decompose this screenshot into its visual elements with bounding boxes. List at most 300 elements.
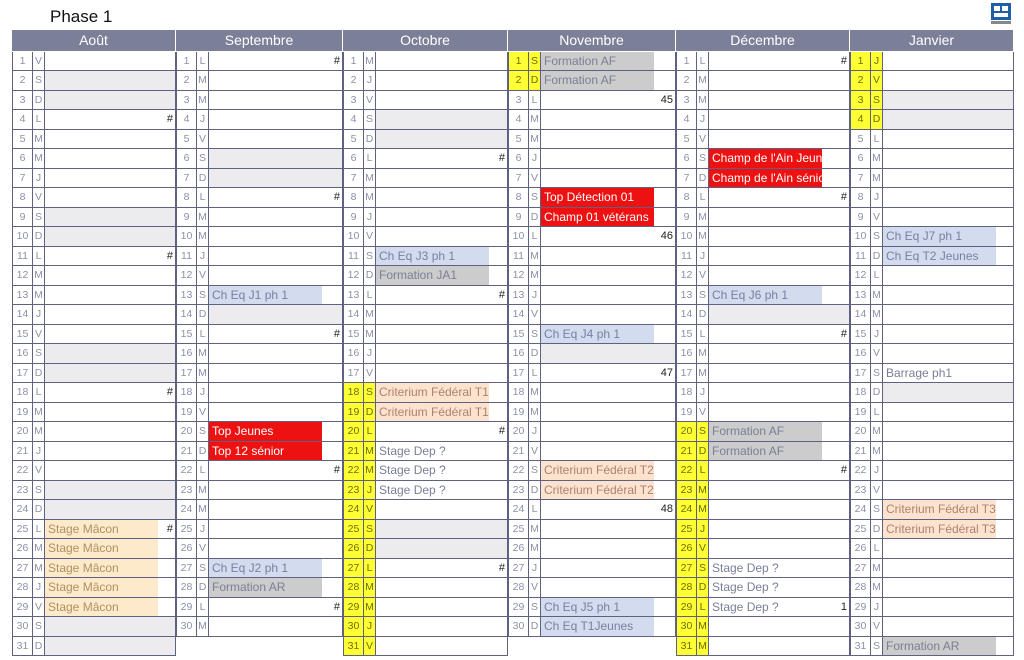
day-row[interactable] <box>508 169 676 189</box>
day-row[interactable] <box>850 188 1014 208</box>
day-row[interactable] <box>676 91 850 111</box>
day-row[interactable] <box>12 461 176 481</box>
day-number: 16 <box>850 344 871 363</box>
day-row[interactable] <box>176 500 343 520</box>
day-row[interactable] <box>176 422 343 442</box>
day-row[interactable] <box>176 188 343 208</box>
day-row[interactable] <box>850 130 1014 150</box>
day-number: 9 <box>12 208 33 227</box>
day-row[interactable] <box>676 227 850 247</box>
day-row[interactable] <box>850 364 1014 384</box>
day-row[interactable] <box>343 422 508 442</box>
day-cell <box>541 91 675 110</box>
day-row[interactable] <box>676 481 850 501</box>
day-row[interactable] <box>676 169 850 189</box>
day-cell <box>709 266 849 285</box>
day-row[interactable] <box>508 578 676 598</box>
day-row[interactable] <box>676 500 850 520</box>
day-letter: V <box>33 325 45 344</box>
day-row[interactable] <box>343 188 508 208</box>
day-row[interactable] <box>508 208 676 228</box>
day-row[interactable] <box>508 344 676 364</box>
day-row[interactable] <box>508 500 676 520</box>
day-row[interactable] <box>508 305 676 325</box>
day-number: 11 <box>850 247 871 266</box>
day-row[interactable] <box>508 364 676 384</box>
day-row[interactable] <box>508 227 676 247</box>
day-row[interactable] <box>850 559 1014 579</box>
day-letter: L <box>697 188 709 207</box>
month-header: Octobre <box>343 30 508 51</box>
day-cell <box>209 383 342 402</box>
day-row[interactable] <box>176 247 343 267</box>
day-letter: S <box>33 617 45 636</box>
day-row[interactable] <box>676 286 850 306</box>
day-row[interactable] <box>850 247 1014 267</box>
day-letter: S <box>33 208 45 227</box>
day-letter: M <box>33 130 45 149</box>
day-row[interactable] <box>850 149 1014 169</box>
day-row[interactable] <box>508 422 676 442</box>
day-row[interactable] <box>343 286 508 306</box>
day-row[interactable] <box>508 481 676 501</box>
day-letter: V <box>197 266 209 285</box>
day-row[interactable] <box>343 208 508 228</box>
day-row[interactable] <box>176 364 343 384</box>
day-row[interactable] <box>676 559 850 579</box>
day-number: 17 <box>676 364 697 383</box>
day-row[interactable] <box>12 110 176 130</box>
day-cell <box>209 130 342 149</box>
day-row[interactable] <box>12 578 176 598</box>
day-letter: J <box>197 110 209 129</box>
day-row[interactable] <box>176 169 343 189</box>
day-row[interactable] <box>343 149 508 169</box>
day-letter: S <box>33 344 45 363</box>
day-row[interactable] <box>12 617 176 637</box>
day-row[interactable] <box>176 559 343 579</box>
day-row[interactable] <box>676 208 850 228</box>
day-row[interactable] <box>176 481 343 501</box>
federation-logo-icon <box>990 2 1012 26</box>
day-letter: L <box>33 520 45 539</box>
day-row[interactable] <box>676 403 850 423</box>
day-row[interactable] <box>508 442 676 462</box>
day-cell <box>209 305 342 324</box>
day-cell <box>541 110 675 129</box>
day-letter: M <box>364 188 376 207</box>
day-row[interactable] <box>508 598 676 618</box>
day-row[interactable] <box>176 461 343 481</box>
day-row[interactable] <box>676 52 850 72</box>
day-row[interactable] <box>676 305 850 325</box>
day-row[interactable] <box>850 539 1014 559</box>
day-row[interactable] <box>676 578 850 598</box>
day-cell <box>883 208 1013 227</box>
day-number: 25 <box>176 520 197 539</box>
day-number: 30 <box>12 617 33 636</box>
day-row[interactable] <box>343 305 508 325</box>
day-row[interactable] <box>343 266 508 286</box>
week-marker: # <box>840 464 847 476</box>
day-row[interactable] <box>343 169 508 189</box>
day-cell <box>376 637 507 656</box>
day-row[interactable] <box>343 110 508 130</box>
day-row[interactable] <box>12 520 176 540</box>
day-row[interactable] <box>343 91 508 111</box>
day-row[interactable] <box>12 403 176 423</box>
event-label: Formation AF <box>541 71 654 90</box>
day-row[interactable] <box>850 617 1014 637</box>
day-row[interactable] <box>850 442 1014 462</box>
month-header: Septembre <box>176 30 343 51</box>
day-row[interactable] <box>343 247 508 267</box>
day-row[interactable] <box>508 149 676 169</box>
day-number: 8 <box>343 188 364 207</box>
day-row[interactable] <box>508 286 676 306</box>
day-row[interactable] <box>508 52 676 72</box>
day-row[interactable] <box>343 481 508 501</box>
day-row[interactable] <box>343 617 508 637</box>
day-row[interactable] <box>176 539 343 559</box>
day-row[interactable] <box>676 325 850 345</box>
day-letter: S <box>197 559 209 578</box>
day-number: 30 <box>676 617 697 636</box>
day-number: 24 <box>343 500 364 519</box>
day-cell <box>541 169 675 188</box>
day-row[interactable] <box>850 266 1014 286</box>
day-row[interactable] <box>176 520 343 540</box>
event-label: Ch Eq J5 ph 1 <box>541 598 654 617</box>
day-row[interactable] <box>12 442 176 462</box>
day-letter: J <box>529 149 541 168</box>
day-number: 11 <box>508 247 529 266</box>
day-row[interactable] <box>850 422 1014 442</box>
day-row[interactable] <box>176 286 343 306</box>
day-number: 14 <box>343 305 364 324</box>
day-row[interactable] <box>850 481 1014 501</box>
day-letter: M <box>197 481 209 500</box>
day-cell <box>541 442 675 461</box>
day-row[interactable] <box>676 149 850 169</box>
day-letter: J <box>33 442 45 461</box>
day-number: 27 <box>676 559 697 578</box>
day-row[interactable] <box>176 598 343 618</box>
day-row[interactable] <box>12 188 176 208</box>
day-row[interactable] <box>343 461 508 481</box>
day-row[interactable] <box>850 91 1014 111</box>
day-row[interactable] <box>12 539 176 559</box>
day-number: 30 <box>508 617 529 636</box>
day-row[interactable] <box>176 149 343 169</box>
day-row[interactable] <box>676 383 850 403</box>
day-cell <box>45 461 175 480</box>
day-letter: L <box>697 461 709 480</box>
day-cell <box>45 500 175 519</box>
day-row[interactable] <box>12 91 176 111</box>
day-number: 22 <box>676 461 697 480</box>
day-row[interactable] <box>12 227 176 247</box>
day-letter: M <box>871 149 883 168</box>
day-letter: J <box>364 344 376 363</box>
day-row[interactable] <box>508 91 676 111</box>
day-row[interactable] <box>343 52 508 72</box>
day-letter: L <box>529 227 541 246</box>
day-cell <box>709 500 849 519</box>
day-row[interactable] <box>12 598 176 618</box>
day-letter: L <box>529 500 541 519</box>
day-row[interactable] <box>343 383 508 403</box>
day-row[interactable] <box>676 364 850 384</box>
day-row[interactable] <box>176 208 343 228</box>
day-number: 31 <box>850 637 871 656</box>
day-letter: V <box>33 52 45 71</box>
day-number: 23 <box>176 481 197 500</box>
day-row[interactable] <box>12 383 176 403</box>
day-letter: S <box>871 227 883 246</box>
day-cell <box>883 110 1013 129</box>
day-row[interactable] <box>176 52 343 72</box>
day-row[interactable] <box>676 188 850 208</box>
day-row[interactable] <box>676 266 850 286</box>
day-row[interactable] <box>12 500 176 520</box>
week-marker: 47 <box>660 366 673 379</box>
event-label: Ch Eq J1 ph 1 <box>209 286 322 305</box>
day-row[interactable] <box>508 617 676 637</box>
day-number: 2 <box>12 71 33 90</box>
day-row[interactable] <box>12 169 176 189</box>
day-row[interactable] <box>12 364 176 384</box>
day-row[interactable] <box>176 617 343 637</box>
day-row[interactable] <box>508 266 676 286</box>
day-row[interactable] <box>850 383 1014 403</box>
day-letter: M <box>364 578 376 597</box>
day-row[interactable] <box>850 286 1014 306</box>
day-number: 25 <box>508 520 529 539</box>
week-marker: # <box>840 327 847 340</box>
day-row[interactable] <box>508 383 676 403</box>
day-letter: M <box>33 149 45 168</box>
day-row[interactable] <box>176 110 343 130</box>
day-row[interactable] <box>343 442 508 462</box>
day-row[interactable] <box>676 422 850 442</box>
day-number: 4 <box>176 110 197 129</box>
day-letter: D <box>33 637 45 656</box>
event-label: Stage Dep ? <box>379 443 446 458</box>
day-row[interactable] <box>508 461 676 481</box>
day-row[interactable] <box>343 364 508 384</box>
day-row[interactable] <box>343 71 508 91</box>
day-number: 13 <box>508 286 529 305</box>
day-cell <box>376 422 507 441</box>
week-marker: # <box>333 54 340 67</box>
day-row[interactable] <box>12 247 176 267</box>
day-row[interactable] <box>676 637 850 657</box>
day-row[interactable] <box>12 208 176 228</box>
day-row[interactable] <box>343 500 508 520</box>
day-row[interactable] <box>176 383 343 403</box>
day-row[interactable] <box>12 71 176 91</box>
day-row[interactable] <box>12 52 176 72</box>
day-letter: M <box>364 598 376 617</box>
day-row[interactable] <box>850 461 1014 481</box>
day-row[interactable] <box>676 71 850 91</box>
day-row[interactable] <box>850 520 1014 540</box>
day-row[interactable] <box>850 71 1014 91</box>
day-row[interactable] <box>12 305 176 325</box>
day-letter: V <box>871 481 883 500</box>
day-row[interactable] <box>343 130 508 150</box>
day-row[interactable] <box>176 344 343 364</box>
day-row[interactable] <box>343 325 508 345</box>
day-row[interactable] <box>176 305 343 325</box>
day-letter: M <box>871 286 883 305</box>
day-row[interactable] <box>12 130 176 150</box>
day-row[interactable] <box>676 461 850 481</box>
day-row[interactable] <box>676 442 850 462</box>
day-row[interactable] <box>850 344 1014 364</box>
day-row[interactable] <box>508 247 676 267</box>
day-row[interactable] <box>343 598 508 618</box>
day-number: 31 <box>12 637 33 656</box>
day-letter: M <box>871 559 883 578</box>
day-letter: M <box>364 442 376 461</box>
day-number: 2 <box>850 71 871 90</box>
day-row[interactable] <box>343 539 508 559</box>
day-row[interactable] <box>850 500 1014 520</box>
day-letter: J <box>197 247 209 266</box>
day-number: 8 <box>12 188 33 207</box>
day-row[interactable] <box>12 637 176 657</box>
day-row[interactable] <box>176 266 343 286</box>
day-row[interactable] <box>343 520 508 540</box>
day-row[interactable] <box>12 266 176 286</box>
day-cell <box>709 110 849 129</box>
day-row[interactable] <box>850 403 1014 423</box>
day-number: 12 <box>508 266 529 285</box>
day-row[interactable] <box>850 578 1014 598</box>
day-row[interactable] <box>343 227 508 247</box>
day-row[interactable] <box>12 481 176 501</box>
day-row[interactable] <box>343 344 508 364</box>
day-row[interactable] <box>176 71 343 91</box>
day-row[interactable] <box>176 227 343 247</box>
day-row[interactable] <box>508 71 676 91</box>
day-row[interactable] <box>176 578 343 598</box>
day-number: 5 <box>850 130 871 149</box>
day-row[interactable] <box>508 110 676 130</box>
day-row[interactable] <box>343 559 508 579</box>
day-letter: J <box>197 383 209 402</box>
day-row[interactable] <box>12 559 176 579</box>
day-cell <box>376 91 507 110</box>
day-row[interactable] <box>343 637 508 657</box>
day-cell <box>883 149 1013 168</box>
day-number: 22 <box>12 461 33 480</box>
day-cell <box>709 188 849 207</box>
day-row[interactable] <box>176 442 343 462</box>
event-label: Ch Eq J7 ph 1 <box>883 227 996 246</box>
day-row[interactable] <box>676 247 850 267</box>
day-number: 4 <box>850 110 871 129</box>
day-row[interactable] <box>676 130 850 150</box>
day-row[interactable] <box>176 325 343 345</box>
day-cell <box>883 461 1013 480</box>
day-cell <box>376 520 507 539</box>
day-row[interactable] <box>850 52 1014 72</box>
day-row[interactable] <box>850 169 1014 189</box>
day-letter: L <box>697 52 709 71</box>
event-label: Stage Dep ? <box>712 599 779 614</box>
day-row[interactable] <box>676 598 850 618</box>
day-cell <box>541 500 675 519</box>
day-row[interactable] <box>676 539 850 559</box>
day-cell <box>883 422 1013 441</box>
day-row[interactable] <box>508 188 676 208</box>
day-number: 18 <box>176 383 197 402</box>
week-marker: # <box>333 327 340 340</box>
day-row[interactable] <box>850 637 1014 657</box>
day-row[interactable] <box>508 403 676 423</box>
day-number: 13 <box>676 286 697 305</box>
day-number: 8 <box>508 188 529 207</box>
day-row[interactable] <box>12 149 176 169</box>
day-row[interactable] <box>12 344 176 364</box>
day-number: 12 <box>676 266 697 285</box>
day-row[interactable] <box>508 539 676 559</box>
day-row[interactable] <box>850 110 1014 130</box>
day-row[interactable] <box>343 578 508 598</box>
day-letter: J <box>364 71 376 90</box>
day-cell <box>45 481 175 500</box>
day-number: 31 <box>676 637 697 656</box>
day-row[interactable] <box>850 305 1014 325</box>
day-letter: V <box>871 617 883 636</box>
day-row[interactable] <box>176 130 343 150</box>
day-row[interactable] <box>676 344 850 364</box>
day-row[interactable] <box>508 130 676 150</box>
day-row[interactable] <box>508 325 676 345</box>
day-cell <box>209 598 342 617</box>
day-row[interactable] <box>850 598 1014 618</box>
event-label: Formation AF <box>709 422 822 441</box>
day-row[interactable] <box>508 559 676 579</box>
day-row[interactable] <box>676 520 850 540</box>
day-cell <box>45 52 175 71</box>
day-row[interactable] <box>508 520 676 540</box>
day-cell <box>45 169 175 188</box>
day-row[interactable] <box>176 91 343 111</box>
day-cell <box>376 325 507 344</box>
day-row[interactable] <box>12 286 176 306</box>
day-row[interactable] <box>676 617 850 637</box>
day-number: 16 <box>176 344 197 363</box>
day-row[interactable] <box>850 208 1014 228</box>
day-number: 12 <box>850 266 871 285</box>
day-row[interactable] <box>343 403 508 423</box>
day-letter: S <box>697 559 709 578</box>
day-number: 18 <box>508 383 529 402</box>
event-label: Criterium Fédéral T2 <box>541 481 654 500</box>
day-row[interactable] <box>12 325 176 345</box>
event-label: Champ de l'Ain sénior <box>709 169 822 188</box>
day-letter: L <box>529 91 541 110</box>
day-row[interactable] <box>850 325 1014 345</box>
day-row[interactable] <box>676 110 850 130</box>
day-row[interactable] <box>176 403 343 423</box>
day-row[interactable] <box>12 422 176 442</box>
day-row[interactable] <box>850 227 1014 247</box>
